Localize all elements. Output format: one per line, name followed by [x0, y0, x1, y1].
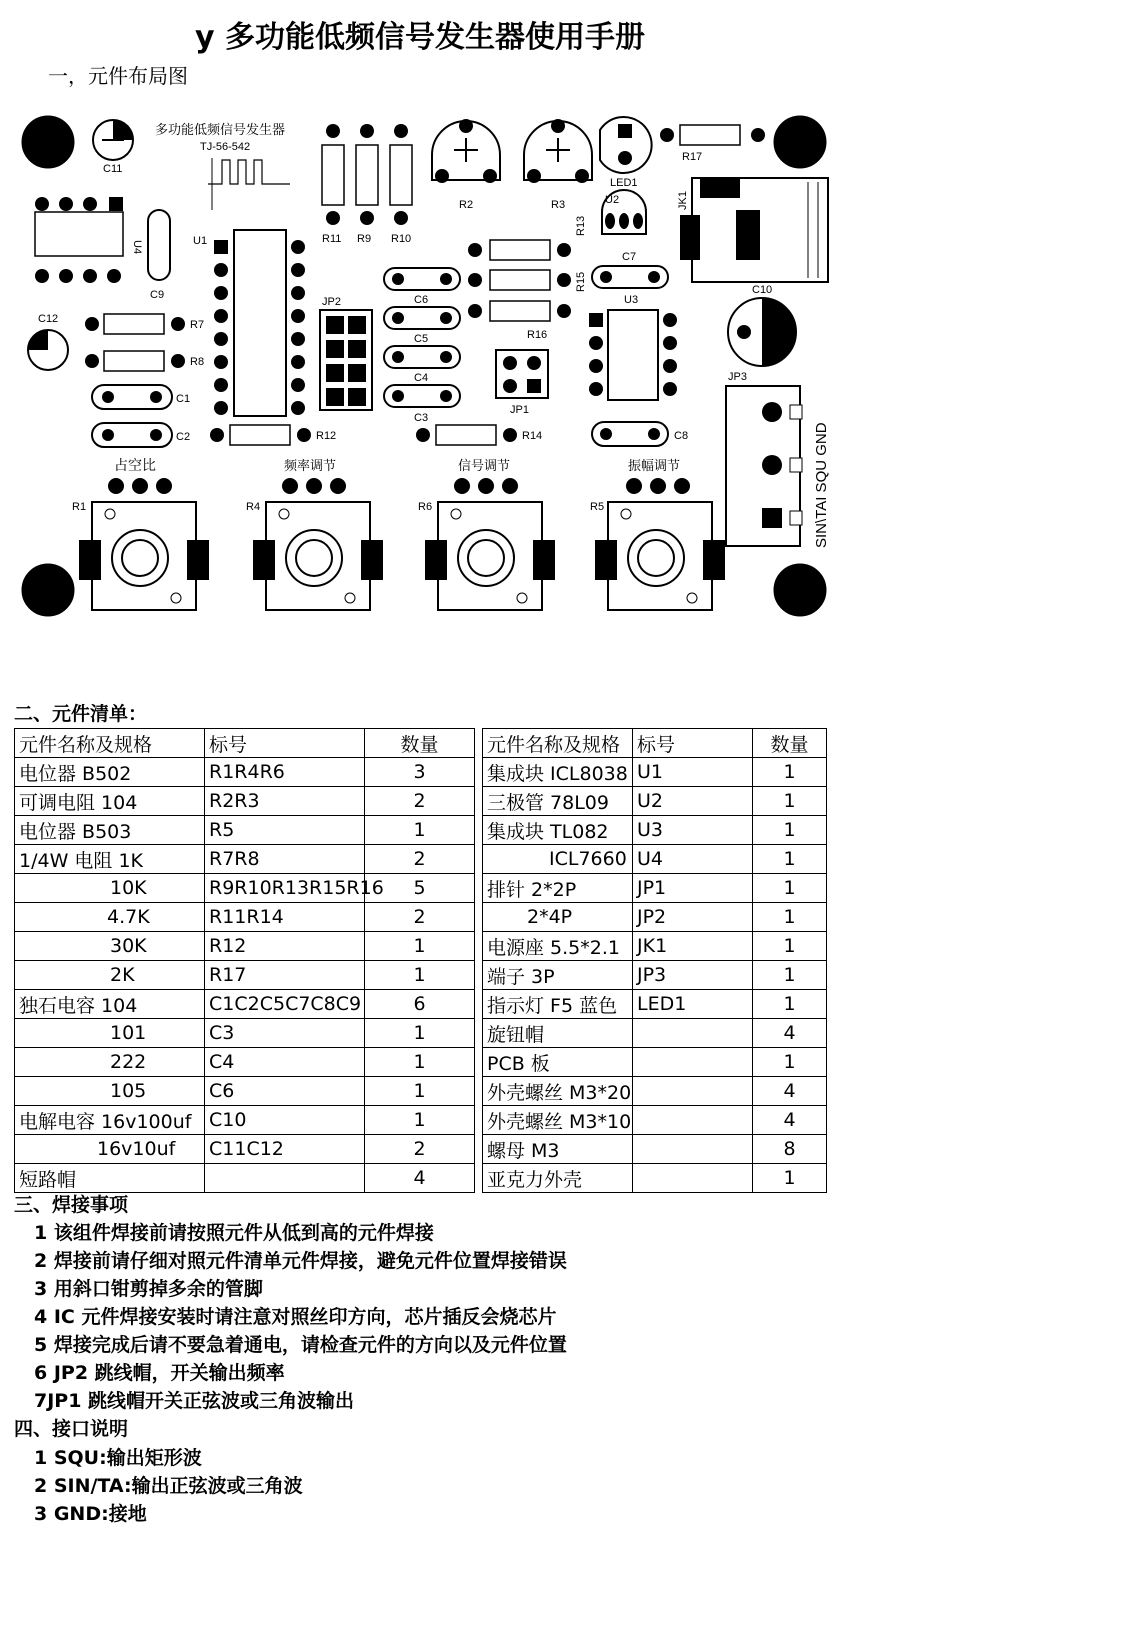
cell-name: 电源座 5.5*2.1	[483, 932, 633, 961]
table-row	[15, 1077, 475, 1106]
label-u2: U2	[605, 194, 620, 206]
r14-resistor	[416, 425, 517, 445]
table-row	[15, 1048, 475, 1077]
label-jp1: JP1	[510, 404, 529, 416]
cell-name: 三极管 78L09	[483, 787, 633, 816]
label-r6: R6	[418, 501, 433, 513]
label-u4: U4	[131, 240, 143, 255]
cell-qty: 3	[365, 758, 475, 787]
cell-name: 电解电容 16v100uf	[15, 1106, 205, 1135]
cell-ref: R9R10R13R15R16	[205, 874, 365, 903]
cell-ref: U2	[633, 787, 753, 816]
cell-ref: C6	[205, 1077, 365, 1106]
label-r12: R12	[316, 430, 337, 442]
label-r4: R4	[246, 501, 261, 513]
section1-heading: 一，元件布局图	[48, 64, 188, 88]
table-header-row	[483, 729, 827, 758]
u1-chip	[214, 230, 305, 416]
cell-name: PCB 板	[483, 1048, 633, 1077]
c6-capacitor	[384, 268, 460, 290]
cell-qty: 1	[753, 787, 827, 816]
cell-qty: 1	[753, 961, 827, 990]
r11-resistor	[322, 124, 344, 225]
solder-note: 5 焊接完成后请不要急着通电，请检查元件的方向以及元件位置	[34, 1334, 567, 1356]
cell-ref: U4	[633, 845, 753, 874]
cell-qty: 2	[365, 903, 475, 932]
label-r8: R8	[190, 356, 205, 368]
table-row	[483, 1048, 827, 1077]
cell-qty: 8	[753, 1135, 827, 1164]
table-row	[483, 961, 827, 990]
label-r9: R9	[357, 233, 372, 245]
cell-qty: 1	[753, 1164, 827, 1193]
label-c8: C8	[674, 430, 689, 442]
r17-resistor	[660, 125, 765, 145]
cell-qty: 1	[365, 816, 475, 845]
c12-capacitor	[28, 330, 68, 370]
label-c5: C5	[414, 333, 429, 345]
c10-capacitor	[728, 298, 796, 366]
c5-capacitor	[384, 307, 460, 329]
u4-chip	[35, 197, 123, 283]
cell-name: 螺母 M3	[483, 1135, 633, 1164]
cell-name: 亚克力外壳	[483, 1164, 633, 1193]
cell-name: 集成块 ICL8038	[483, 758, 633, 787]
cell-ref: C4	[205, 1048, 365, 1077]
cell-ref: C3	[205, 1019, 365, 1048]
label-c3: C3	[414, 412, 429, 424]
mounting-hole	[22, 564, 74, 616]
jk1-power-jack	[680, 178, 828, 282]
c2-capacitor	[92, 423, 172, 447]
knob-label-duty: 占空比	[114, 457, 156, 473]
r12-resistor	[210, 425, 311, 445]
cell-name: 短路帽	[15, 1164, 205, 1193]
label-jp2: JP2	[322, 296, 341, 308]
table-row	[15, 758, 475, 787]
label-r2: R2	[459, 199, 474, 211]
cell-name: 外壳螺丝 M3*10	[483, 1106, 633, 1135]
section2-heading: 二、元件清单：	[14, 703, 148, 725]
label-c1: C1	[176, 393, 191, 405]
label-c9: C9	[150, 289, 165, 301]
cell-name: 端子 3P	[483, 961, 633, 990]
pcb-layout-diagram	[0, 100, 860, 630]
table-row	[15, 961, 475, 990]
table-row	[483, 1135, 827, 1164]
table-row	[483, 1019, 827, 1048]
cell-qty: 2	[365, 845, 475, 874]
r6-potentiometer	[425, 478, 555, 610]
cell-qty: 1	[753, 845, 827, 874]
cell-ref	[633, 1164, 753, 1193]
board-model: TJ-56-542	[200, 141, 251, 153]
solder-note: 3 用斜口钳剪掉多余的管脚	[34, 1278, 263, 1300]
solder-note: 4 IC 元件焊接安装时请注意对照丝印方向，芯片插反会烧芯片	[34, 1306, 557, 1328]
table-row	[483, 903, 827, 932]
cell-name: 4.7K	[15, 903, 205, 932]
parts-table-left	[14, 728, 475, 1193]
col-header-qty: 数量	[365, 729, 475, 758]
cell-ref: JP1	[633, 874, 753, 903]
table-row	[483, 1106, 827, 1135]
cell-qty: 2	[365, 787, 475, 816]
label-r7: R7	[190, 319, 205, 331]
col-header-ref: 标号	[205, 729, 365, 758]
cell-name: 16v10uf	[15, 1135, 205, 1164]
cell-qty: 4	[365, 1164, 475, 1193]
cell-ref: C1C2C5C7C8C9	[205, 990, 365, 1019]
table-row	[15, 1019, 475, 1048]
led1-indicator	[600, 117, 652, 173]
cell-name: 10K	[15, 874, 205, 903]
interface-note: 3 GND:接地	[34, 1503, 147, 1525]
label-c6: C6	[414, 294, 429, 306]
col-header-ref: 标号	[633, 729, 753, 758]
table-row	[15, 845, 475, 874]
interface-note: 2 SIN/TA:输出正弦波或三角波	[34, 1475, 303, 1497]
cell-ref: R12	[205, 932, 365, 961]
table-row	[15, 874, 475, 903]
r13-resistor	[468, 240, 571, 260]
label-led1: LED1	[610, 177, 638, 189]
r8-resistor	[85, 351, 185, 371]
cell-qty: 4	[753, 1106, 827, 1135]
cell-qty: 1	[753, 1048, 827, 1077]
cell-ref: LED1	[633, 990, 753, 1019]
cell-name: 1/4W 电阻 1K	[15, 845, 205, 874]
col-header-qty: 数量	[753, 729, 827, 758]
cell-ref: R1R4R6	[205, 758, 365, 787]
label-r11: R11	[322, 233, 342, 245]
cell-ref: R17	[205, 961, 365, 990]
table-header-row	[15, 729, 475, 758]
label-r1: R1	[72, 501, 87, 513]
parts-table-right	[482, 728, 827, 1193]
cell-name: 集成块 TL082	[483, 816, 633, 845]
label-c12: C12	[38, 313, 59, 325]
cell-qty: 6	[365, 990, 475, 1019]
cell-ref: R11R14	[205, 903, 365, 932]
r7-resistor	[85, 314, 185, 334]
cell-name: 旋钮帽	[483, 1019, 633, 1048]
cell-qty: 4	[753, 1077, 827, 1106]
jp2-header	[320, 310, 372, 410]
cell-qty: 1	[753, 758, 827, 787]
solder-note: 2 焊接前请仔细对照元件清单元件焊接，避免元件位置焊接错误	[34, 1250, 567, 1272]
knob-label-signal: 信号调节	[458, 458, 511, 473]
cell-ref: U1	[633, 758, 753, 787]
cell-name: 2K	[15, 961, 205, 990]
cell-qty: 1	[753, 874, 827, 903]
label-r3: R3	[551, 199, 566, 211]
label-jp3: JP3	[728, 371, 747, 383]
label-c10: C10	[752, 284, 773, 296]
cell-qty: 1	[365, 1019, 475, 1048]
cell-ref: R5	[205, 816, 365, 845]
cell-name: 指示灯 F5 蓝色	[483, 990, 633, 1019]
label-u3: U3	[624, 294, 639, 306]
r2-trimmer	[432, 119, 500, 183]
cell-qty: 1	[753, 903, 827, 932]
r10-resistor	[390, 124, 412, 225]
cell-qty: 4	[753, 1019, 827, 1048]
square-wave-symbol	[208, 160, 290, 184]
c7-capacitor	[592, 266, 668, 288]
table-row	[15, 787, 475, 816]
r15-resistor	[468, 270, 571, 290]
cell-ref: C11C12	[205, 1135, 365, 1164]
solder-note: 1 该组件焊接前请按照元件从低到高的元件焊接	[34, 1222, 434, 1244]
label-c7: C7	[622, 251, 637, 263]
cell-name: ICL7660	[483, 845, 633, 874]
page-title: y 多功能低频信号发生器使用手册	[195, 20, 645, 55]
cell-qty: 1	[753, 990, 827, 1019]
table-row	[483, 816, 827, 845]
cell-qty: 5	[365, 874, 475, 903]
label-r5: R5	[590, 501, 605, 513]
label-r10: R10	[391, 233, 412, 245]
cell-ref	[633, 1106, 753, 1135]
cell-qty: 1	[365, 961, 475, 990]
cell-name: 222	[15, 1048, 205, 1077]
table-row	[15, 1135, 475, 1164]
table-row	[483, 1077, 827, 1106]
table-row	[483, 787, 827, 816]
solder-note: 7JP1 跳线帽开关正弦波或三角波输出	[34, 1390, 355, 1412]
mounting-hole	[774, 564, 826, 616]
solder-note: 6 JP2 跳线帽，开关输出频率	[34, 1362, 285, 1384]
label-r15: R15	[575, 271, 587, 292]
cell-name: 电位器 B502	[15, 758, 205, 787]
table-row	[15, 1164, 475, 1193]
mounting-hole	[22, 116, 74, 168]
cell-ref: JP2	[633, 903, 753, 932]
table-row	[483, 874, 827, 903]
r1-potentiometer	[79, 478, 209, 610]
r3-trimmer	[524, 119, 592, 183]
table-row	[483, 990, 827, 1019]
cell-name: 独石电容 104	[15, 990, 205, 1019]
label-r16: R16	[527, 329, 548, 341]
label-u1: U1	[193, 235, 208, 247]
cell-ref	[205, 1164, 365, 1193]
interface-note: 1 SQU:输出矩形波	[34, 1447, 202, 1469]
c1-capacitor	[92, 385, 172, 409]
knob-label-frequency: 频率调节	[284, 458, 337, 473]
u3-chip	[589, 310, 677, 400]
col-header-name: 元件名称及规格	[483, 729, 633, 758]
cell-name: 排针 2*2P	[483, 874, 633, 903]
board-title: 多功能低频信号发生器	[155, 122, 286, 137]
section4-heading: 四、接口说明	[14, 1418, 129, 1440]
cell-name: 2*4P	[483, 903, 633, 932]
jp3-terminal	[726, 386, 802, 546]
cell-qty: 1	[365, 1106, 475, 1135]
cell-name: 101	[15, 1019, 205, 1048]
section3-heading: 三、焊接事项	[14, 1194, 129, 1216]
col-header-name: 元件名称及规格	[15, 729, 205, 758]
cell-qty: 2	[365, 1135, 475, 1164]
label-jk1: JK1	[677, 191, 689, 210]
cell-ref: U3	[633, 816, 753, 845]
label-c2: C2	[176, 431, 191, 443]
table-row	[483, 1164, 827, 1193]
label-r14: R14	[522, 430, 543, 442]
cell-ref: R7R8	[205, 845, 365, 874]
label-c4: C4	[414, 372, 429, 384]
cell-ref: R2R3	[205, 787, 365, 816]
mounting-hole	[774, 116, 826, 168]
terminal-label: SIN\TAI SQU GND	[813, 422, 830, 548]
cell-name: 30K	[15, 932, 205, 961]
cell-ref	[633, 1019, 753, 1048]
cell-qty: 1	[753, 932, 827, 961]
cell-ref: C10	[205, 1106, 365, 1135]
r5-potentiometer	[595, 478, 725, 610]
cell-qty: 1	[365, 932, 475, 961]
cell-qty: 1	[365, 1048, 475, 1077]
table-row	[15, 816, 475, 845]
cell-name: 可调电阻 104	[15, 787, 205, 816]
cell-ref	[633, 1048, 753, 1077]
table-row	[483, 758, 827, 787]
c8-capacitor	[592, 422, 668, 446]
cell-ref: JP3	[633, 961, 753, 990]
label-r17: R17	[682, 151, 703, 163]
table-row	[15, 932, 475, 961]
cell-ref: JK1	[633, 932, 753, 961]
cell-name: 105	[15, 1077, 205, 1106]
table-row	[15, 990, 475, 1019]
table-row	[483, 845, 827, 874]
jp1-header	[496, 350, 548, 398]
label-r13: R13	[575, 215, 587, 236]
r16-resistor	[468, 301, 571, 321]
c4-capacitor	[384, 346, 460, 368]
cell-qty: 1	[365, 1077, 475, 1106]
label-c11: C11	[103, 163, 123, 175]
c3-capacitor	[384, 385, 460, 407]
table-row	[15, 1106, 475, 1135]
table-row	[483, 932, 827, 961]
r9-resistor	[356, 124, 378, 225]
cell-qty: 1	[753, 816, 827, 845]
cell-ref	[633, 1077, 753, 1106]
table-row	[15, 903, 475, 932]
r4-potentiometer	[253, 478, 383, 610]
cell-name: 电位器 B503	[15, 816, 205, 845]
cell-name: 外壳螺丝 M3*20	[483, 1077, 633, 1106]
cell-ref	[633, 1135, 753, 1164]
knob-label-amplitude: 振幅调节	[628, 458, 681, 473]
c11-capacitor	[93, 120, 133, 160]
